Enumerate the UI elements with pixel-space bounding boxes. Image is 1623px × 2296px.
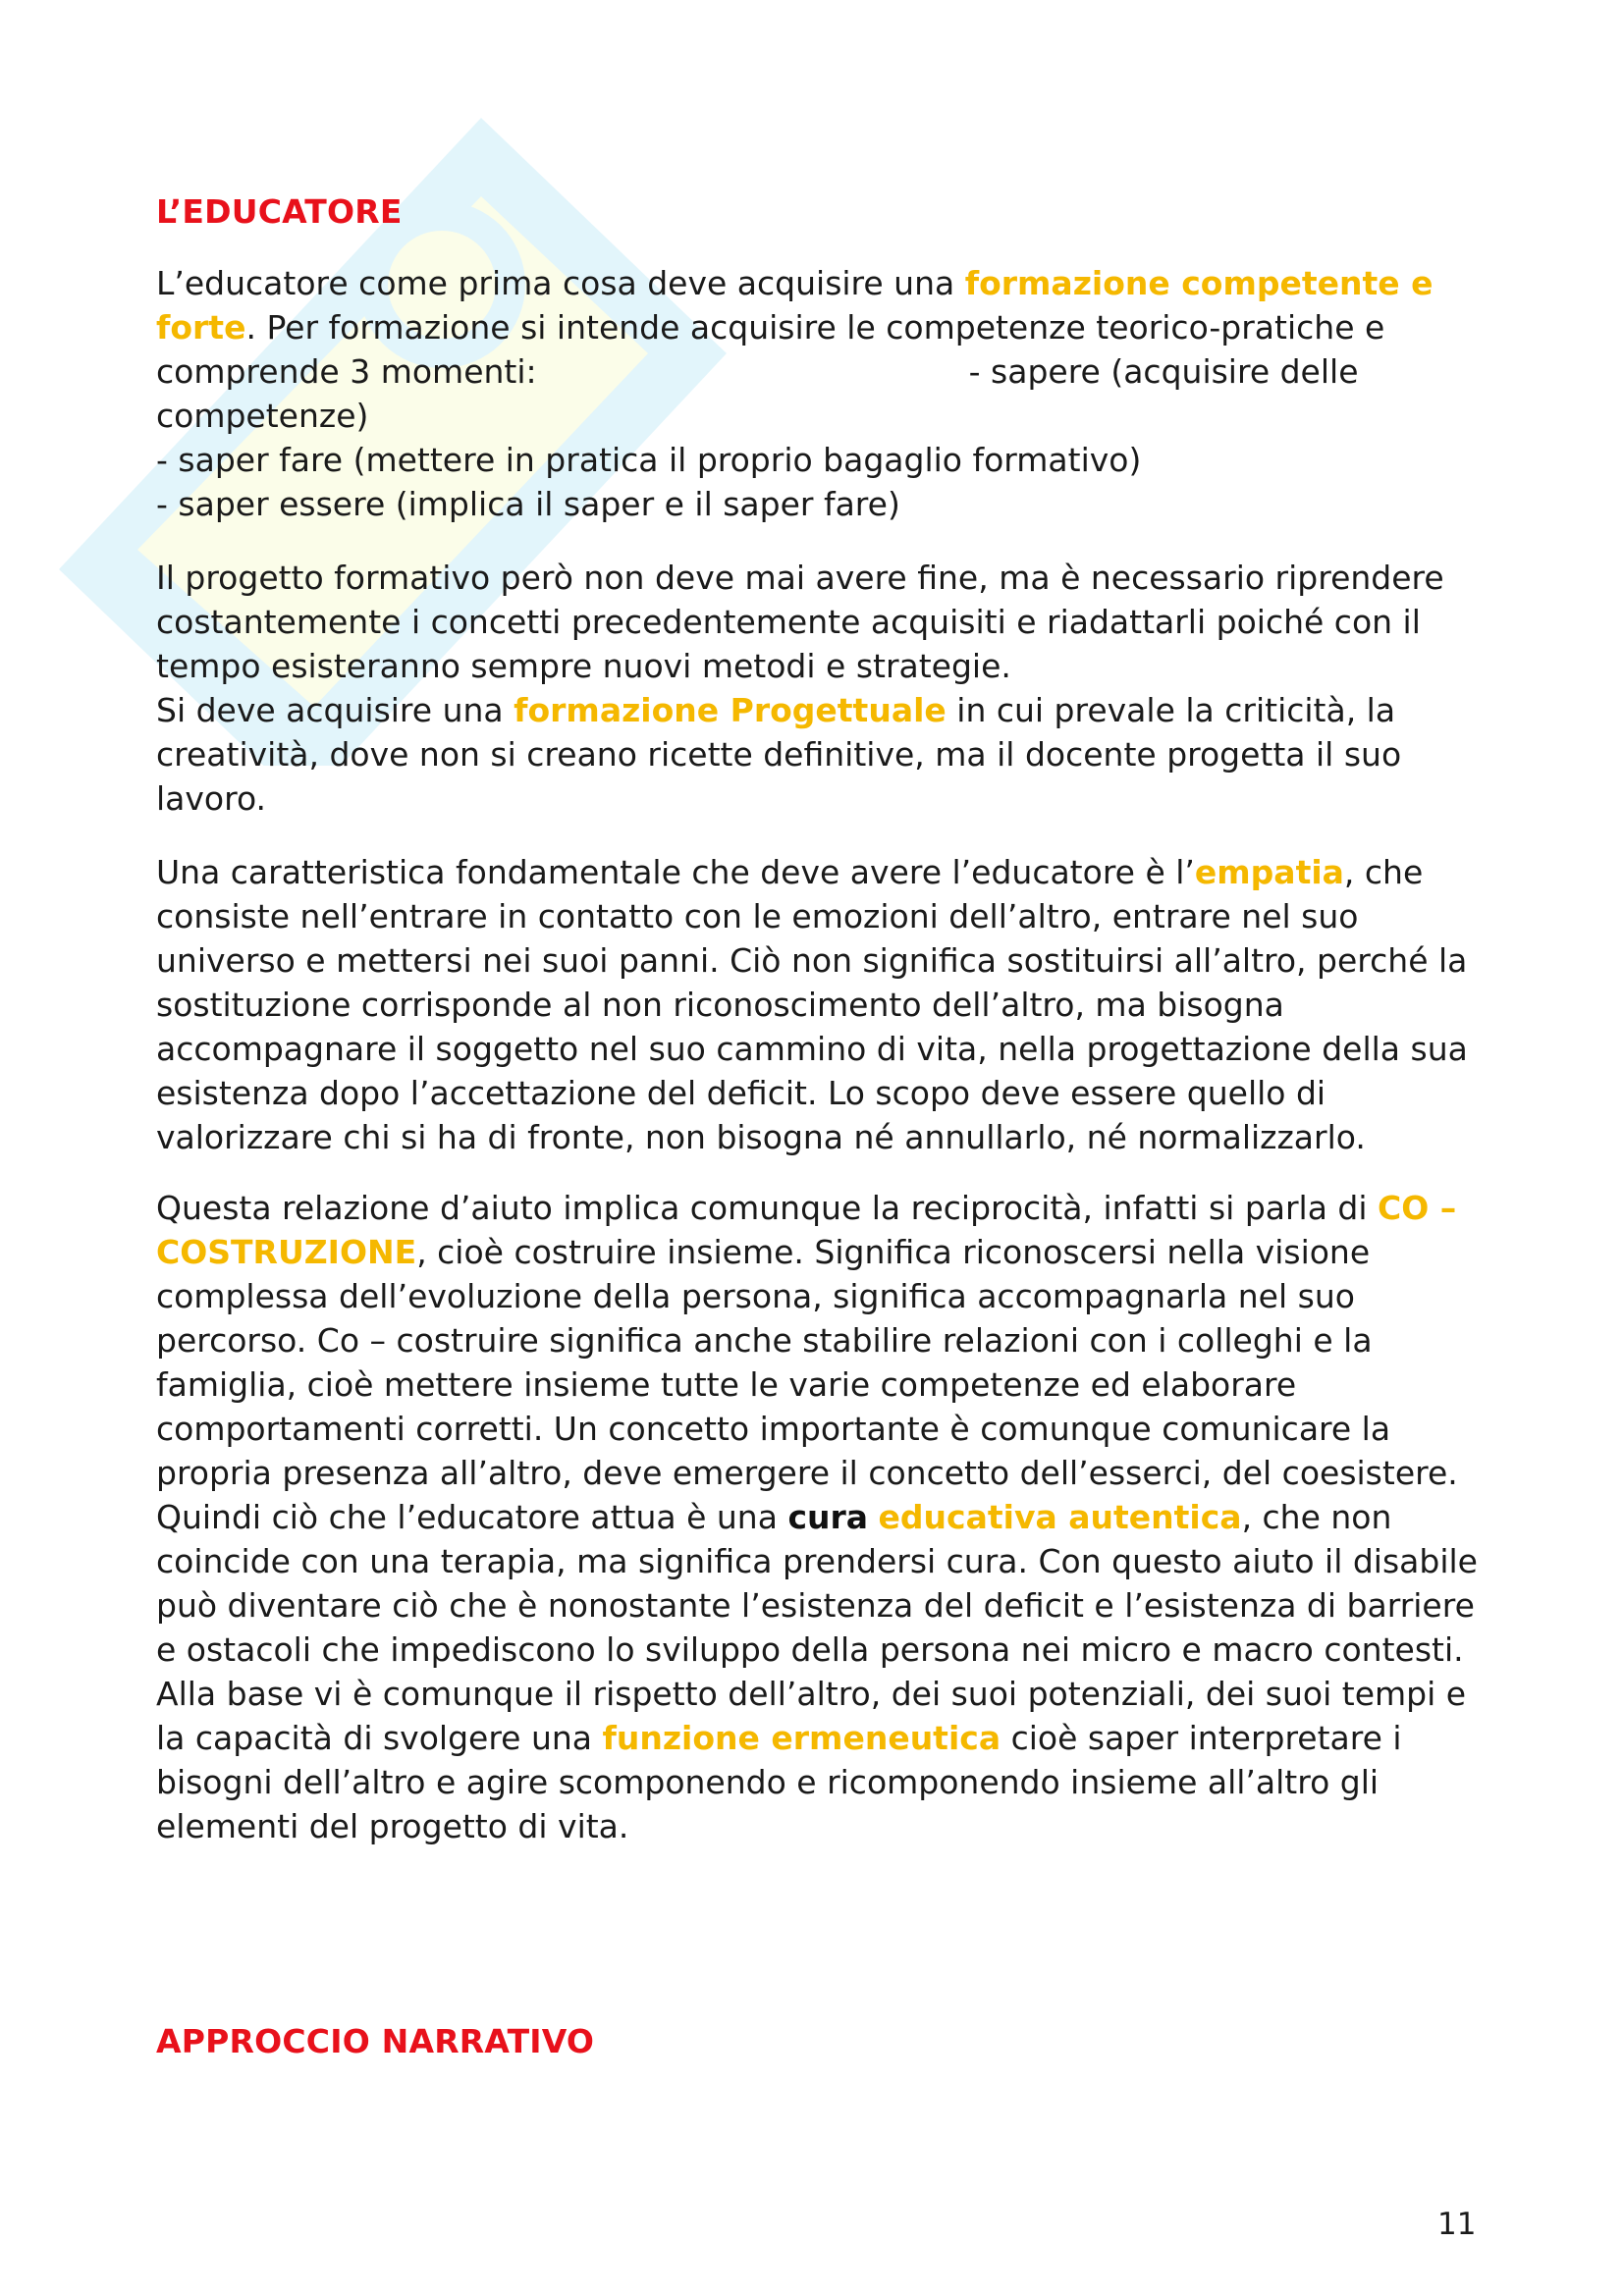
text-run: , che non coincide con una terapia, ma significa prendersi cura. Con questo aiuto il disabile può diventare ciò che è nonostante l’esistenza del deficit e l’esistenza di barriere e ostacoli che impediscono lo sviluppo della persona nei micro e macro contesti. Alla base vi è comunque il rispetto dell’altro, dei suoi potenziali, dei suoi tempi e la capacità di svolgere una: [156, 1498, 1478, 1757]
list-item-saper-essere: - saper essere (implica il saper e il saper fare): [156, 485, 900, 523]
text-run: L’educatore come prima cosa deve acquisire una: [156, 264, 965, 302]
paragraph-formazione: [156, 261, 1482, 526]
highlight-formazione-progettuale: formazione Progettuale: [514, 691, 947, 729]
highlight-formazione-competente: formazione competente e forte: [156, 264, 1434, 347]
paragraph-progetto-formativo: [156, 556, 1482, 821]
text-run: . Per formazione si intende acquisire le competenze teorico-pratiche e comprende 3 momenti:: [156, 308, 1385, 391]
section-title-educatore: L’EDUCATORE: [156, 192, 403, 231]
text-run: in cui prevale la criticità, la creatività, dove non si creano ricette definitive, ma il docente progetta il suo lavoro.: [156, 691, 1402, 818]
text-run: Il progetto formativo però non deve mai avere fine, ma è necessario riprendere costantemente i concetti precedentemente acquisiti e riadattarli poiché con il tempo esisteranno sempre nuovi metodi e strategie.: [156, 559, 1444, 685]
highlight-empatia: empatia: [1194, 853, 1344, 891]
bold-cura: cura: [787, 1498, 869, 1536]
text-run: , che consiste nell’entrare in contatto con le emozioni dell’altro, entrare nel suo universo e mettersi nei suoi panni. Ciò non significa sostituirsi all’altro, perché la sostituzione corrisponde al non riconoscimento dell’altro, ma bisogna accompagnare il soggetto nel suo cammino di vita, nella progettazione della sua esistenza dopo l’accettazione del deficit. Lo scopo deve essere quello di valorizzare chi si ha di fronte, non bisogna né annullarlo, né normalizzarlo.: [156, 853, 1468, 1156]
section-title-approccio-narrativo: APPROCCIO NARRATIVO: [156, 2022, 595, 2060]
page-number: 11: [1437, 2207, 1477, 2242]
text-run: Questa relazione d’aiuto implica comunque la reciprocità, infatti si parla di: [156, 1189, 1379, 1227]
highlight-co-costruzione: CO – COSTRUZIONE: [156, 1189, 1457, 1271]
paragraph-empatia: [156, 850, 1482, 1159]
text-run: Una caratteristica fondamentale che deve avere l’educatore è l’: [156, 853, 1195, 891]
text-run: Si deve acquisire una: [156, 691, 514, 729]
text-run: cioè saper interpretare i bisogni dell’altro e agire scomponendo e ricomponendo insieme all’altro gli elementi del progetto di vita.: [156, 1719, 1402, 1845]
text-run: , cioè costruire insieme. Significa riconoscersi nella visione complessa dell’evoluzione della persona, significa accompagnarla nel suo percorso. Co – costruire significa anche stabilire relazioni con i colleghi e la famiglia, cioè mettere insieme tutte le varie competenze ed elaborare comportamenti corretti. Un concetto importante è comunque comunicare la propria presenza all’altro, deve emergere il concetto dell’esserci, del coesistere. Quindi ciò che l’educatore attua è una: [156, 1233, 1458, 1536]
highlight-funzione-ermeneutica: funzione ermeneutica: [602, 1719, 1001, 1757]
paragraph-co-costruzione: [156, 1186, 1482, 1848]
list-item-saper-fare: - saper fare (mettere in pratica il proprio bagaglio formativo): [156, 441, 1142, 479]
highlight-educativa-autentica: educativa autentica: [878, 1498, 1242, 1536]
list-item-sapere: - sapere (acquisire delle competenze): [156, 352, 1359, 435]
